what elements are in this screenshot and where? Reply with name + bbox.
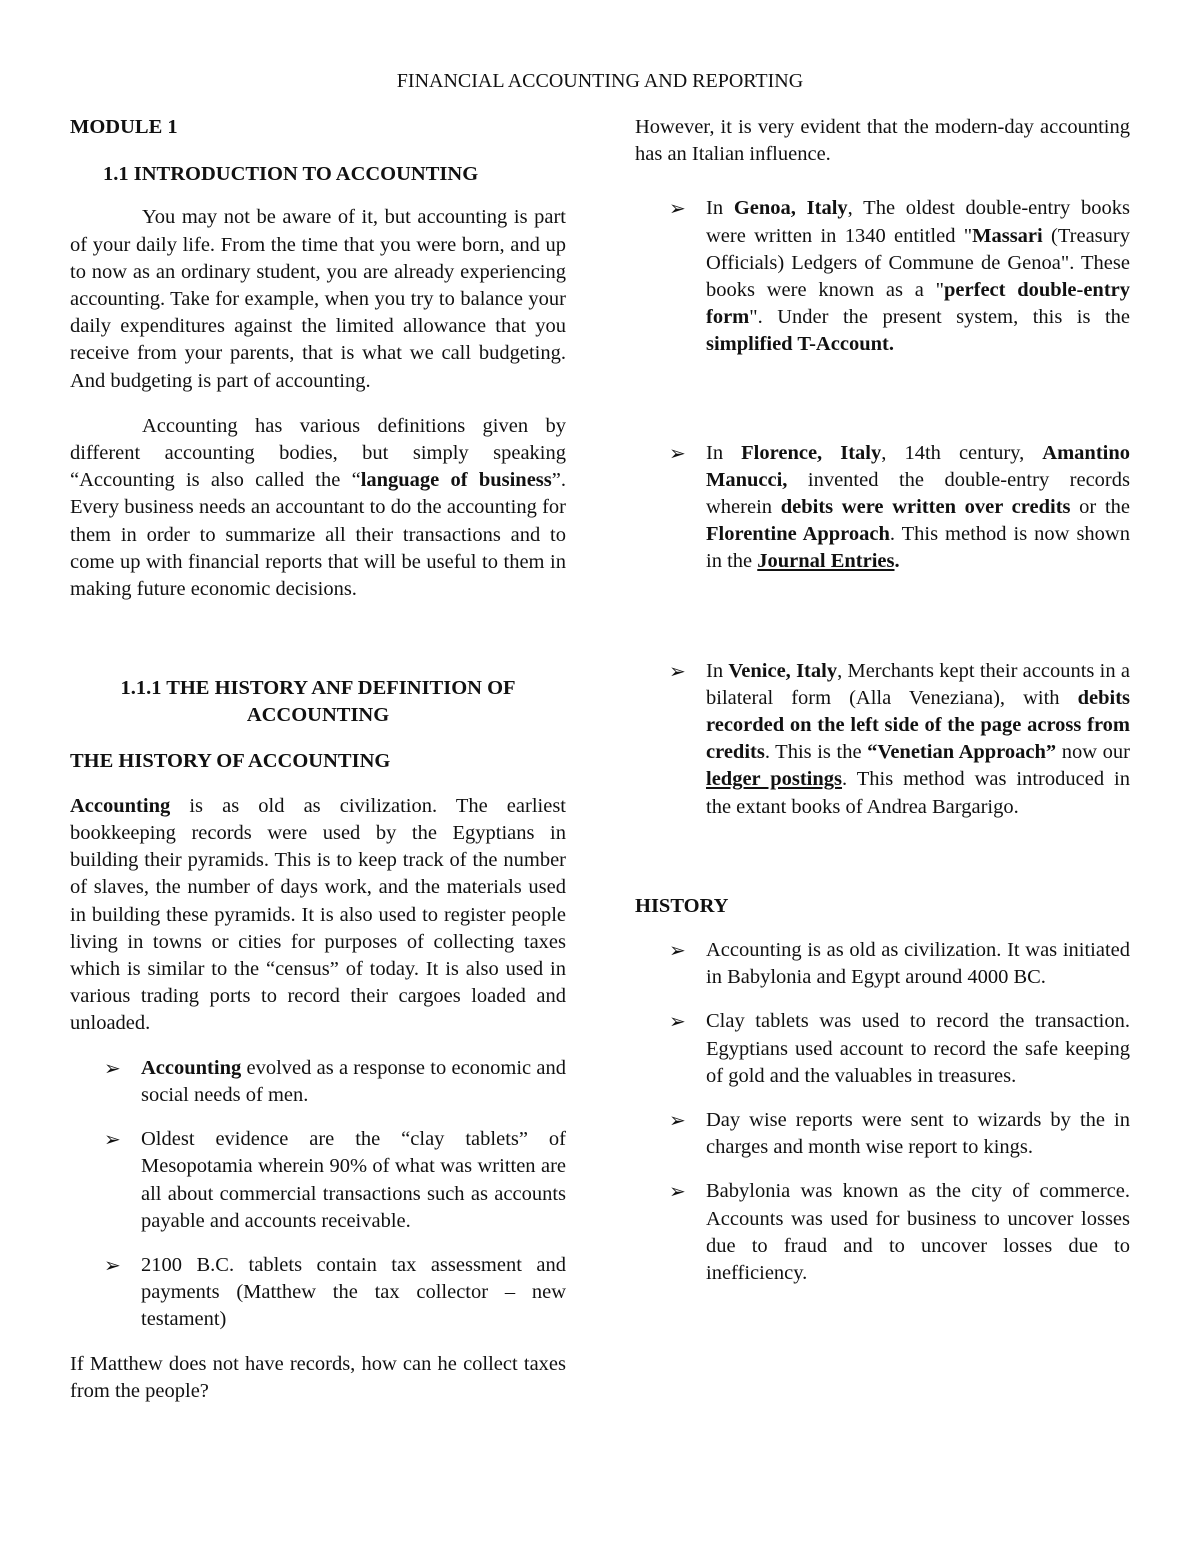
- history-item-text: Day wise reports were sent to wizards by the in charges and month wise report to kings.: [706, 1109, 1130, 1159]
- genoa-list: [635, 195, 1130, 358]
- debits-over-credits: debits were written over credits: [780, 496, 1071, 519]
- arrowhead-bullet-icon: ➢: [669, 658, 686, 683]
- history-definition-heading: 1.1.1 THE HISTORY ANF DEFINITION OF ACCOUNTING: [120, 677, 516, 727]
- perfect-double-entry-term: perfect double-entry form: [706, 279, 1131, 329]
- arrowhead-bullet-icon: ➢: [669, 1179, 686, 1204]
- florence-text-3: invented the double-entry records wherein: [706, 468, 1130, 519]
- genoa-text-3: (Treasury Officials) Ledgers of Commune de Genoa". These books were known as a ": [706, 224, 1130, 302]
- history-of-accounting-heading: THE HISTORY OF ACCOUNTING: [70, 749, 391, 772]
- arrowhead-bullet-icon: ➢: [104, 1055, 121, 1080]
- arrowhead-bullet-icon: ➢: [104, 1127, 121, 1152]
- florence-text-4: or the: [1070, 496, 1130, 519]
- history-item-text: Clay tablets was used to record the transaction. Egyptians used account to record the safe keeping of gold and the valuables in treasures.: [706, 1010, 1130, 1087]
- page-title: FINANCIAL ACCOUNTING AND REPORTING: [396, 70, 804, 92]
- florence-text-2: , 14th century,: [881, 441, 1043, 464]
- module-heading: MODULE 1: [70, 116, 178, 138]
- t-account-term: simplified T-Account.: [706, 333, 894, 356]
- florence-text-5: . This method is now shown in the: [706, 523, 1130, 573]
- genoa-text-2: , The oldest double-entry books were written in 1340 entitled ": [706, 197, 1130, 247]
- florence-text-1: In: [706, 441, 742, 464]
- left-column: [70, 114, 566, 1405]
- venice-text-4: now our: [1056, 741, 1130, 764]
- bullet-text: 2100 B.C. tablets contain tax assessment and payments (Matthew the tax collector – new testament): [141, 1253, 566, 1331]
- history-paragraph-text: is as old as civilization. The earliest bookkeeping records were used by the Egyptians in building their pyramids. This is to keep track of the number of slaves, the number of days work, and the materials used in building these pyramids. It is also used to register people living in towns or cities for purposes of collecting taxes which is similar to the “census” of today. It is also used in various trading ports to record their cargoes loaded and unloaded.: [70, 794, 566, 1035]
- list-item-venice: [635, 658, 1130, 821]
- bullet-bold-term: Accounting: [141, 1056, 242, 1079]
- venetian-approach: “Venetian Approach”: [867, 741, 1057, 764]
- bullet-text: evolved as a response to economic and social needs of men.: [141, 1056, 566, 1106]
- arrowhead-bullet-icon: ➢: [669, 1009, 686, 1034]
- venice-list: [635, 658, 1130, 821]
- history-item-text: Babylonia was known as the city of commerce. Accounts was used for business to uncover losses due to fraud and to uncover losses due to inefficiency.: [706, 1180, 1130, 1285]
- arrowhead-bullet-icon: ➢: [669, 196, 686, 221]
- florence-place: Florence, Italy: [741, 441, 882, 464]
- list-item: [70, 1055, 566, 1109]
- italian-influence-paragraph: However, it is very evident that the modern-day accounting has an Italian influence.: [635, 116, 1130, 166]
- arrowhead-bullet-icon: ➢: [669, 1108, 686, 1133]
- genoa-text-4: ". Under the present system, this is the: [749, 306, 1130, 329]
- history-item-text: Accounting is as old as civilization. It was initiated in Babylonia and Egypt around 4000 BC.: [706, 939, 1130, 989]
- arrowhead-bullet-icon: ➢: [669, 440, 686, 465]
- right-column: [635, 114, 1130, 1287]
- list-item: [635, 1008, 1130, 1090]
- definition-paragraph: [70, 413, 566, 603]
- venice-text-3: . This is the: [764, 741, 868, 764]
- definition-text-2: ”. Every business needs an accountant to do the accounting for them in order to summarize all their transactions and to come up with financial reports that will be useful to them in making future economic decisions.: [70, 469, 566, 601]
- intro-paragraph: You may not be aware of it, but accounting is part of your daily life. From the time that you were born, and up to now as an ordinary student, you are already experiencing accounting. Take for example, when you try to balance your daily expenditures against the limited allowance that you receive from your parents, that is what we call budgeting. And budgeting is part of accounting.: [70, 206, 566, 392]
- bullet-text: Oldest evidence are the “clay tablets” of Mesopotamia wherein 90% of what was written are all about commercial transactions such as accounts payable and accounts receivable.: [141, 1128, 566, 1232]
- language-of-business: language of business: [360, 469, 552, 492]
- question-paragraph: If Matthew does not have records, how can he collect taxes from the people?: [70, 1352, 566, 1402]
- journal-entries-term: Journal Entries: [757, 550, 895, 573]
- venice-text-2: , Merchants kept their accounts in a bilateral form (Alla Veneziana), with: [706, 659, 1130, 709]
- definition-text-1: Accounting has various definitions given by different accounting bodies, but simply speaking “Accounting is also called the “: [70, 414, 566, 492]
- venice-text-5: . This method was introduced in the extant books of Andrea Bargarigo.: [706, 768, 1130, 818]
- evolution-bullet-list: [70, 1055, 566, 1334]
- history-heading: HISTORY: [635, 894, 729, 917]
- list-item: [635, 1178, 1130, 1287]
- florence-list: [635, 440, 1130, 576]
- genoa-text-1: In: [706, 197, 734, 220]
- accounting-term: Accounting: [70, 794, 171, 817]
- intro-heading: 1.1 INTRODUCTION TO ACCOUNTING: [103, 163, 479, 186]
- debits-left-side: debits recorded on the left side of the page across from credits: [706, 686, 1130, 764]
- florentine-approach: Florentine Approach: [706, 523, 890, 546]
- florence-period: .: [894, 550, 900, 573]
- list-item-genoa: [635, 195, 1130, 358]
- list-item: [70, 1126, 566, 1235]
- venice-place: Venice, Italy: [728, 659, 838, 682]
- list-item: [635, 1107, 1130, 1161]
- venice-text-1: In: [706, 659, 729, 682]
- list-item: [635, 937, 1130, 991]
- list-item: [70, 1252, 566, 1334]
- arrowhead-bullet-icon: ➢: [104, 1252, 121, 1277]
- arrowhead-bullet-icon: ➢: [669, 938, 686, 963]
- manucci-name: Amantino Manucci,: [706, 441, 1130, 491]
- genoa-place: Genoa, Italy: [733, 197, 848, 220]
- history-paragraph: [70, 793, 566, 1038]
- ledger-postings-term: ledger postings: [706, 768, 843, 791]
- massari-term: Massari: [972, 224, 1043, 247]
- list-item-florence: [635, 440, 1130, 576]
- history-list: [635, 937, 1130, 1287]
